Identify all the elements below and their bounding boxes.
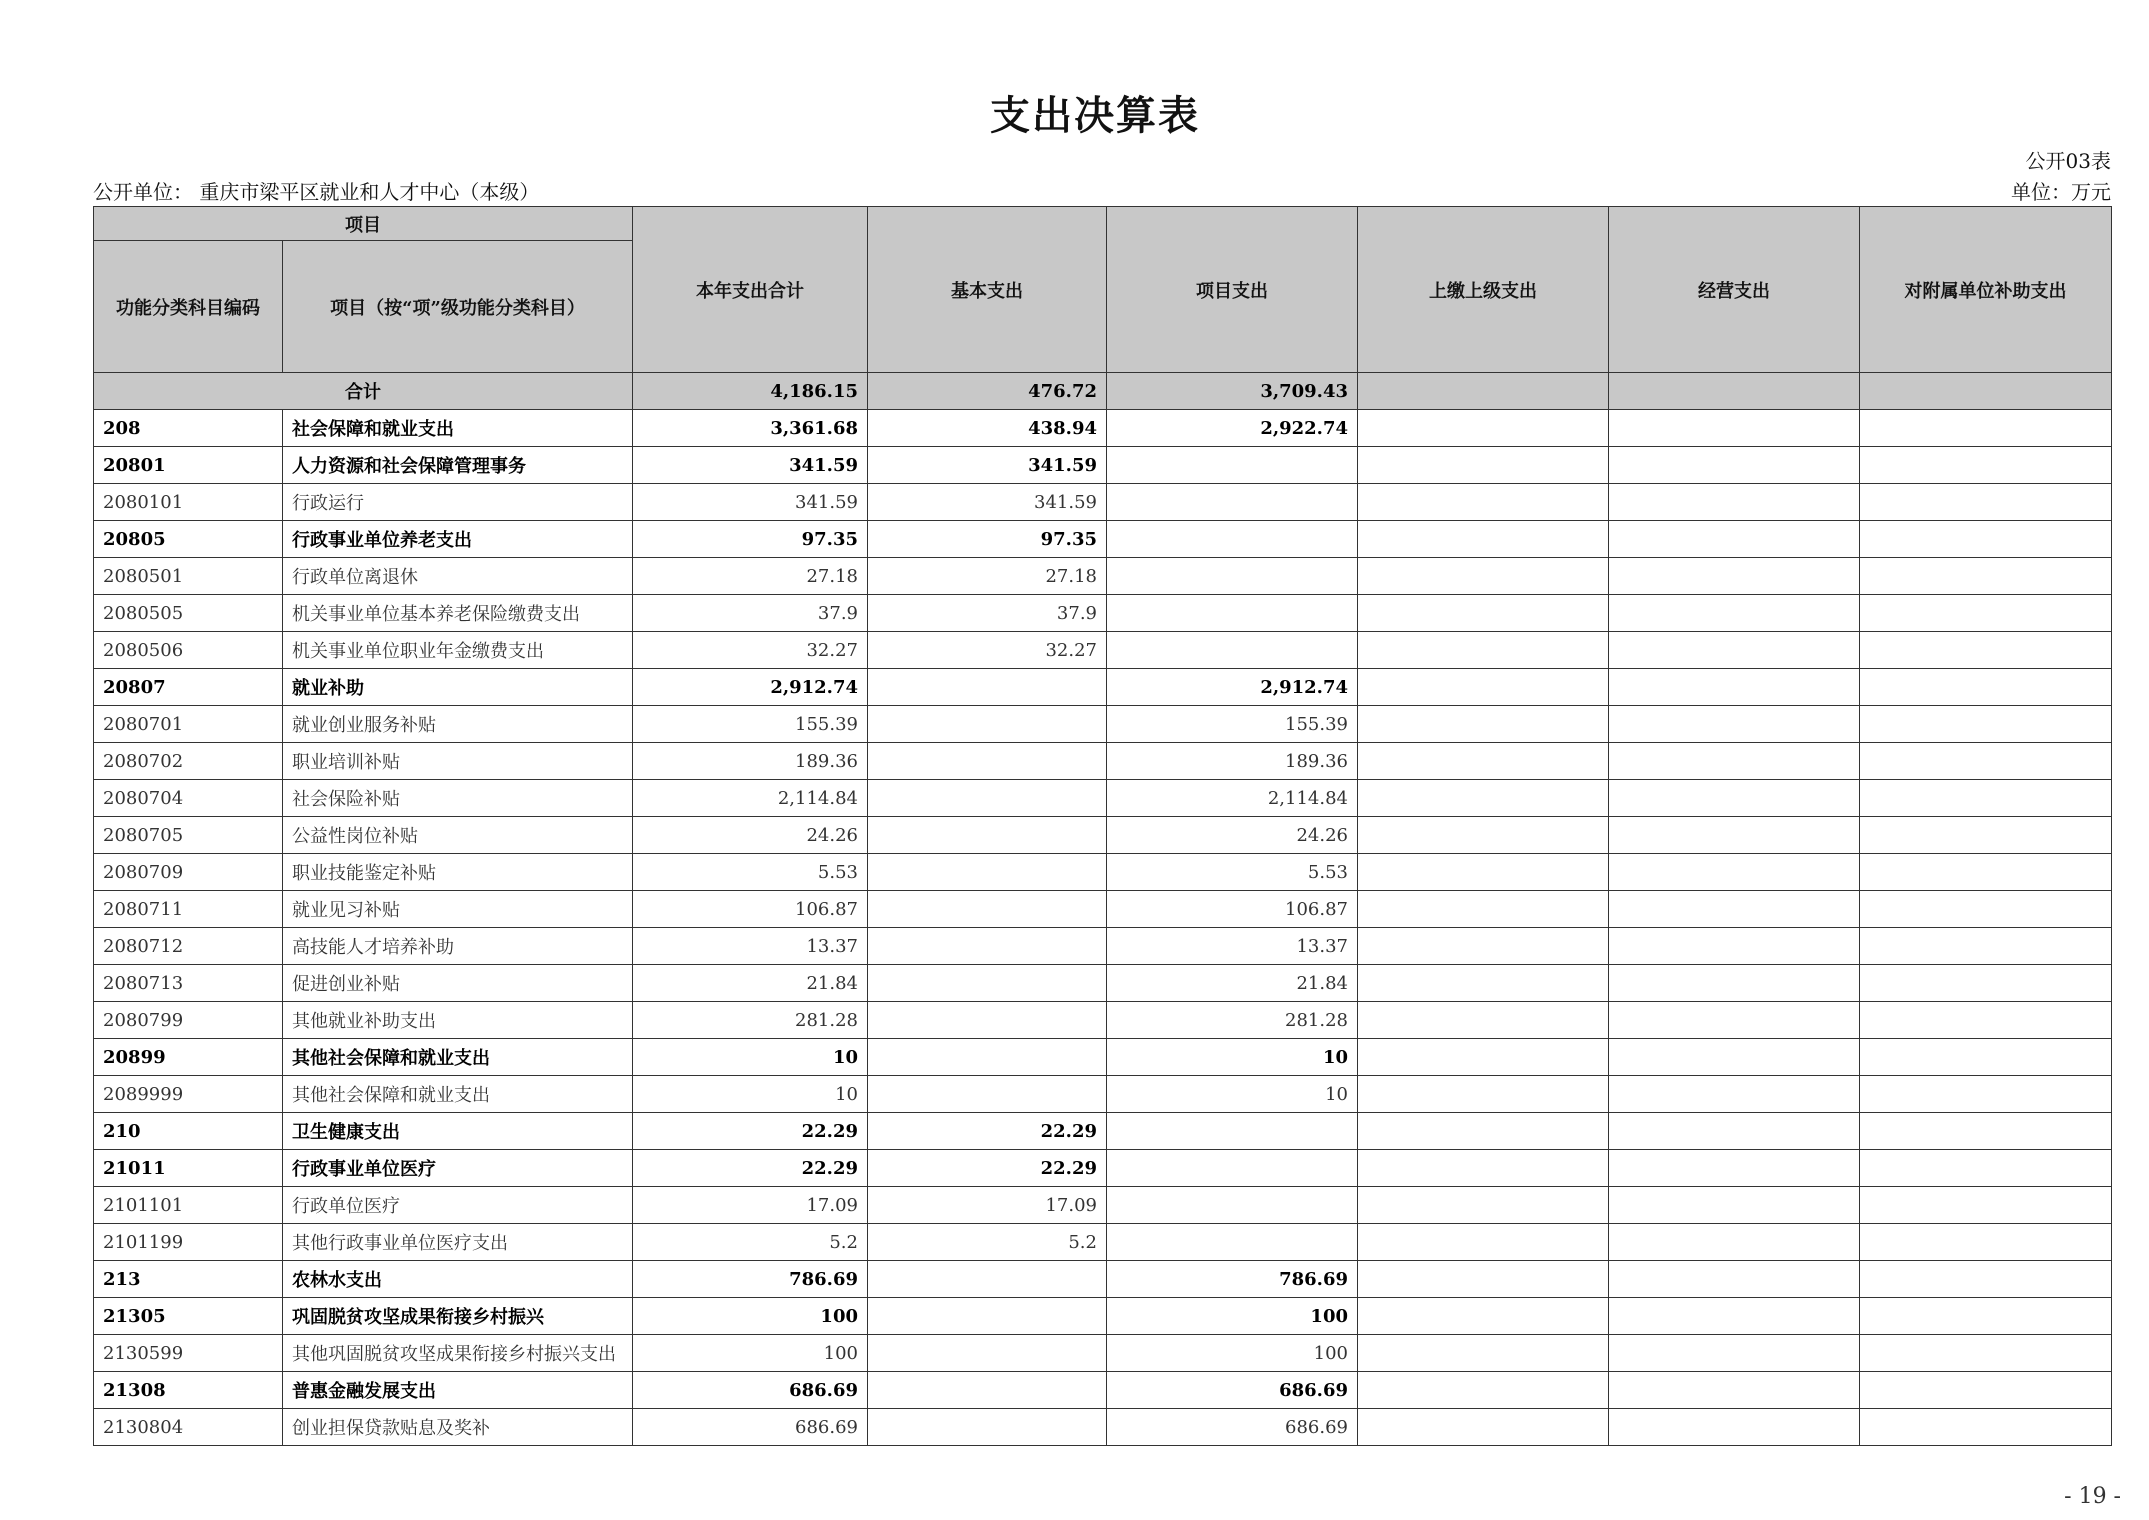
cell-project: 2,922.74 [1107,410,1358,447]
cell-upper [1358,743,1609,780]
cell-code: 2080711 [94,891,283,928]
cell-subsidy [1860,891,2112,928]
table-row [94,743,2112,780]
cell-upper [1358,854,1609,891]
cell-subsidy [1860,1298,2112,1335]
cell-name: 行政单位离退休 [283,558,633,595]
cell-project: 686.69 [1107,1372,1358,1409]
cell-project: 13.37 [1107,928,1358,965]
cell-upper [1358,447,1609,484]
cell-subsidy [1860,1409,2112,1446]
table-row [94,1224,2112,1261]
header-name: 项目（按“项”级功能分类科目） [283,241,633,373]
cell-business [1609,669,1860,706]
page-title: 支出决算表 [990,92,1200,139]
cell-project: 155.39 [1107,706,1358,743]
cell-basic [868,965,1107,1002]
cell-project [1107,521,1358,558]
cell-project: 2,912.74 [1107,669,1358,706]
cell-total: 786.69 [633,1261,868,1298]
cell-total: 27.18 [633,558,868,595]
cell-total: 2,912.74 [633,669,868,706]
cell-upper [1358,1224,1609,1261]
cell-total: 5.53 [633,854,868,891]
cell-name: 就业见习补贴 [283,891,633,928]
cell-subsidy [1860,1187,2112,1224]
cell-subsidy [1860,447,2112,484]
header-upper: 上缴上级支出 [1358,207,1609,373]
cell-total: 97.35 [633,521,868,558]
cell-name: 高技能人才培养补助 [283,928,633,965]
cell-total: 13.37 [633,928,868,965]
table-row [94,1372,2112,1409]
cell-basic [868,1076,1107,1113]
table-row [94,484,2112,521]
header-basic: 基本支出 [868,207,1107,373]
cell-code: 2080506 [94,632,283,669]
cell-code: 21305 [94,1298,283,1335]
cell-code: 20801 [94,447,283,484]
table-row [94,1187,2112,1224]
cell-business [1609,1002,1860,1039]
cell-total: 10 [633,1039,868,1076]
cell-name: 行政事业单位医疗 [283,1150,633,1187]
cell-basic: 341.59 [868,447,1107,484]
cell-upper [1358,669,1609,706]
cell-upper [1358,558,1609,595]
cell-upper [1358,891,1609,928]
cell-business [1609,1150,1860,1187]
cell-project: 100 [1107,1335,1358,1372]
cell-basic: 5.2 [868,1224,1107,1261]
table-row [94,780,2112,817]
cell-business [1609,1113,1860,1150]
table-row [94,928,2112,965]
cell-project: 189.36 [1107,743,1358,780]
page-number: - 19 - [2064,1484,2121,1509]
cell-business [1609,447,1860,484]
cell-subsidy [1860,669,2112,706]
cell-total: 100 [633,1335,868,1372]
cell-upper [1358,1002,1609,1039]
cell-name: 促进创业补贴 [283,965,633,1002]
cell-basic: 27.18 [868,558,1107,595]
cell-project: 3,709.43 [1107,373,1358,410]
expenditure-table [93,206,2112,1446]
cell-subsidy [1860,1335,2112,1372]
cell-upper [1358,1076,1609,1113]
cell-basic [868,780,1107,817]
cell-basic: 97.35 [868,521,1107,558]
cell-upper [1358,706,1609,743]
cell-code: 2080712 [94,928,283,965]
cell-total: 341.59 [633,447,868,484]
cell-basic: 476.72 [868,373,1107,410]
cell-subsidy [1860,632,2112,669]
cell-business [1609,484,1860,521]
cell-basic [868,1039,1107,1076]
cell-name: 创业担保贷款贴息及奖补 [283,1409,633,1446]
cell-business [1609,1335,1860,1372]
cell-subsidy [1860,558,2112,595]
cell-business [1609,891,1860,928]
cell-business [1609,558,1860,595]
cell-name: 就业创业服务补贴 [283,706,633,743]
cell-subsidy [1860,780,2112,817]
form-number: 公开03表 [2025,149,2111,173]
cell-total: 686.69 [633,1409,868,1446]
cell-name: 其他社会保障和就业支出 [283,1076,633,1113]
cell-subsidy [1860,1002,2112,1039]
cell-upper [1358,632,1609,669]
table-row [94,854,2112,891]
cell-subsidy [1860,817,2112,854]
cell-upper [1358,1039,1609,1076]
cell-name: 职业培训补贴 [283,743,633,780]
cell-name: 其他就业补助支出 [283,1002,633,1039]
cell-name: 公益性岗位补贴 [283,817,633,854]
cell-business [1609,780,1860,817]
cell-business [1609,632,1860,669]
cell-upper [1358,1298,1609,1335]
cell-basic [868,1409,1107,1446]
cell-project: 106.87 [1107,891,1358,928]
cell-total: 10 [633,1076,868,1113]
table-row [94,447,2112,484]
cell-name: 行政单位医疗 [283,1187,633,1224]
cell-project [1107,1150,1358,1187]
cell-business [1609,817,1860,854]
cell-upper [1358,780,1609,817]
cell-business [1609,1039,1860,1076]
cell-name: 机关事业单位职业年金缴费支出 [283,632,633,669]
table-row [94,1039,2112,1076]
table-row [94,558,2112,595]
cell-total: 189.36 [633,743,868,780]
cell-business [1609,928,1860,965]
cell-code: 210 [94,1113,283,1150]
cell-subsidy [1860,928,2112,965]
cell-name: 行政事业单位养老支出 [283,521,633,558]
table-row [94,1261,2112,1298]
cell-project: 10 [1107,1039,1358,1076]
cell-basic [868,669,1107,706]
table-row [94,632,2112,669]
table-row [94,410,2112,447]
cell-name: 其他巩固脱贫攻坚成果衔接乡村振兴支出 [283,1335,633,1372]
cell-subsidy [1860,1261,2112,1298]
cell-code: 2080704 [94,780,283,817]
cell-basic: 341.59 [868,484,1107,521]
cell-code: 208 [94,410,283,447]
cell-code: 2080709 [94,854,283,891]
cell-code: 2080705 [94,817,283,854]
cell-total: 22.29 [633,1150,868,1187]
cell-code: 2080505 [94,595,283,632]
cell-project: 10 [1107,1076,1358,1113]
cell-code: 2080101 [94,484,283,521]
cell-upper [1358,965,1609,1002]
header-subsidy: 对附属单位补助支出 [1860,207,2112,373]
cell-business [1609,1372,1860,1409]
cell-upper [1358,373,1609,410]
cell-project [1107,447,1358,484]
cell-total: 4,186.15 [633,373,868,410]
table-row [94,1298,2112,1335]
cell-business [1609,373,1860,410]
cell-project: 281.28 [1107,1002,1358,1039]
cell-code: 2080713 [94,965,283,1002]
cell-name: 其他行政事业单位医疗支出 [283,1224,633,1261]
cell-name: 社会保险补贴 [283,780,633,817]
cell-basic [868,928,1107,965]
cell-name: 行政运行 [283,484,633,521]
cell-business [1609,1298,1860,1335]
cell-total: 100 [633,1298,868,1335]
table-row [94,891,2112,928]
cell-subsidy [1860,706,2112,743]
cell-name: 人力资源和社会保障管理事务 [283,447,633,484]
cell-code: 20899 [94,1039,283,1076]
cell-code: 20805 [94,521,283,558]
cell-name: 职业技能鉴定补贴 [283,854,633,891]
cell-basic [868,743,1107,780]
cell-name: 其他社会保障和就业支出 [283,1039,633,1076]
cell-business [1609,1076,1860,1113]
cell-total: 106.87 [633,891,868,928]
money-unit: 单位：万元 [2011,180,2111,204]
cell-business [1609,410,1860,447]
cell-name: 农林水支出 [283,1261,633,1298]
cell-project [1107,595,1358,632]
cell-name: 卫生健康支出 [283,1113,633,1150]
table-row [94,669,2112,706]
cell-total: 21.84 [633,965,868,1002]
cell-code: 213 [94,1261,283,1298]
table-row [94,1335,2112,1372]
cell-upper [1358,484,1609,521]
cell-upper [1358,928,1609,965]
header-item: 项目 [94,207,633,241]
cell-total: 281.28 [633,1002,868,1039]
cell-project: 2,114.84 [1107,780,1358,817]
cell-project [1107,632,1358,669]
header-total: 本年支出合计 [633,207,868,373]
cell-project [1107,484,1358,521]
cell-business [1609,1224,1860,1261]
cell-total: 32.27 [633,632,868,669]
cell-project [1107,1113,1358,1150]
table-row [94,965,2112,1002]
cell-name: 就业补助 [283,669,633,706]
cell-subsidy [1860,410,2112,447]
cell-code: 2080702 [94,743,283,780]
cell-basic [868,706,1107,743]
cell-project [1107,558,1358,595]
cell-total: 155.39 [633,706,868,743]
cell-total: 24.26 [633,817,868,854]
table-row [94,1409,2112,1446]
cell-subsidy [1860,743,2112,780]
cell-business [1609,521,1860,558]
cell-code: 2101101 [94,1187,283,1224]
cell-subsidy [1860,965,2112,1002]
cell-basic [868,1372,1107,1409]
cell-project: 686.69 [1107,1409,1358,1446]
cell-project: 100 [1107,1298,1358,1335]
table-row [94,1113,2112,1150]
table-body [94,373,2112,1446]
cell-upper [1358,521,1609,558]
table-row [94,1150,2112,1187]
cell-business [1609,1409,1860,1446]
cell-code: 21011 [94,1150,283,1187]
cell-code: 2089999 [94,1076,283,1113]
total-row [94,373,2112,410]
cell-basic [868,891,1107,928]
cell-code: 2130599 [94,1335,283,1372]
header-project: 项目支出 [1107,207,1358,373]
cell-business [1609,743,1860,780]
cell-subsidy [1860,1224,2112,1261]
cell-basic [868,1002,1107,1039]
cell-basic: 22.29 [868,1113,1107,1150]
cell-total: 686.69 [633,1372,868,1409]
cell-code: 2080501 [94,558,283,595]
cell-upper [1358,1261,1609,1298]
cell-code: 2130804 [94,1409,283,1446]
cell-total: 22.29 [633,1113,868,1150]
cell-upper [1358,817,1609,854]
cell-project: 21.84 [1107,965,1358,1002]
cell-name: 机关事业单位基本养老保险缴费支出 [283,595,633,632]
cell-code: 21308 [94,1372,283,1409]
table-row [94,706,2112,743]
cell-subsidy [1860,1372,2112,1409]
cell-project: 786.69 [1107,1261,1358,1298]
cell-upper [1358,1187,1609,1224]
cell-subsidy [1860,484,2112,521]
cell-business [1609,595,1860,632]
cell-project [1107,1224,1358,1261]
cell-basic: 438.94 [868,410,1107,447]
cell-total: 341.59 [633,484,868,521]
cell-upper [1358,1150,1609,1187]
cell-total: 17.09 [633,1187,868,1224]
cell-basic [868,854,1107,891]
cell-subsidy [1860,1039,2112,1076]
cell-basic: 17.09 [868,1187,1107,1224]
header-code: 功能分类科目编码 [94,241,283,373]
cell-basic [868,1335,1107,1372]
cell-upper [1358,1372,1609,1409]
cell-subsidy [1860,1113,2112,1150]
cell-business [1609,854,1860,891]
cell-basic [868,1298,1107,1335]
cell-code: 2080701 [94,706,283,743]
cell-name: 普惠金融发展支出 [283,1372,633,1409]
cell-business [1609,706,1860,743]
table-row [94,521,2112,558]
cell-total: 2,114.84 [633,780,868,817]
cell-code: 2080799 [94,1002,283,1039]
cell-business [1609,965,1860,1002]
cell-project: 24.26 [1107,817,1358,854]
cell-basic: 37.9 [868,595,1107,632]
table-row [94,595,2112,632]
table-row [94,1002,2112,1039]
cell-upper [1358,1335,1609,1372]
cell-subsidy [1860,595,2112,632]
cell-project: 5.53 [1107,854,1358,891]
cell-basic [868,817,1107,854]
cell-upper [1358,595,1609,632]
cell-subsidy [1860,1150,2112,1187]
cell-business [1609,1261,1860,1298]
cell-total: 3,361.68 [633,410,868,447]
cell-subsidy [1860,854,2112,891]
total-label: 合计 [94,373,633,410]
header-business: 经营支出 [1609,207,1860,373]
cell-subsidy [1860,373,2112,410]
cell-code: 20807 [94,669,283,706]
cell-total: 5.2 [633,1224,868,1261]
cell-total: 37.9 [633,595,868,632]
table-row [94,817,2112,854]
cell-name: 社会保障和就业支出 [283,410,633,447]
cell-subsidy [1860,1076,2112,1113]
cell-code: 2101199 [94,1224,283,1261]
cell-basic: 32.27 [868,632,1107,669]
cell-upper [1358,1409,1609,1446]
cell-subsidy [1860,521,2112,558]
reporting-unit: 公开单位： 重庆市梁平区就业和人才中心（本级） [93,180,540,204]
cell-name: 巩固脱贫攻坚成果衔接乡村振兴 [283,1298,633,1335]
cell-upper [1358,410,1609,447]
cell-project [1107,1187,1358,1224]
cell-basic [868,1261,1107,1298]
cell-business [1609,1187,1860,1224]
cell-upper [1358,1113,1609,1150]
table-row [94,1076,2112,1113]
cell-basic: 22.29 [868,1150,1107,1187]
